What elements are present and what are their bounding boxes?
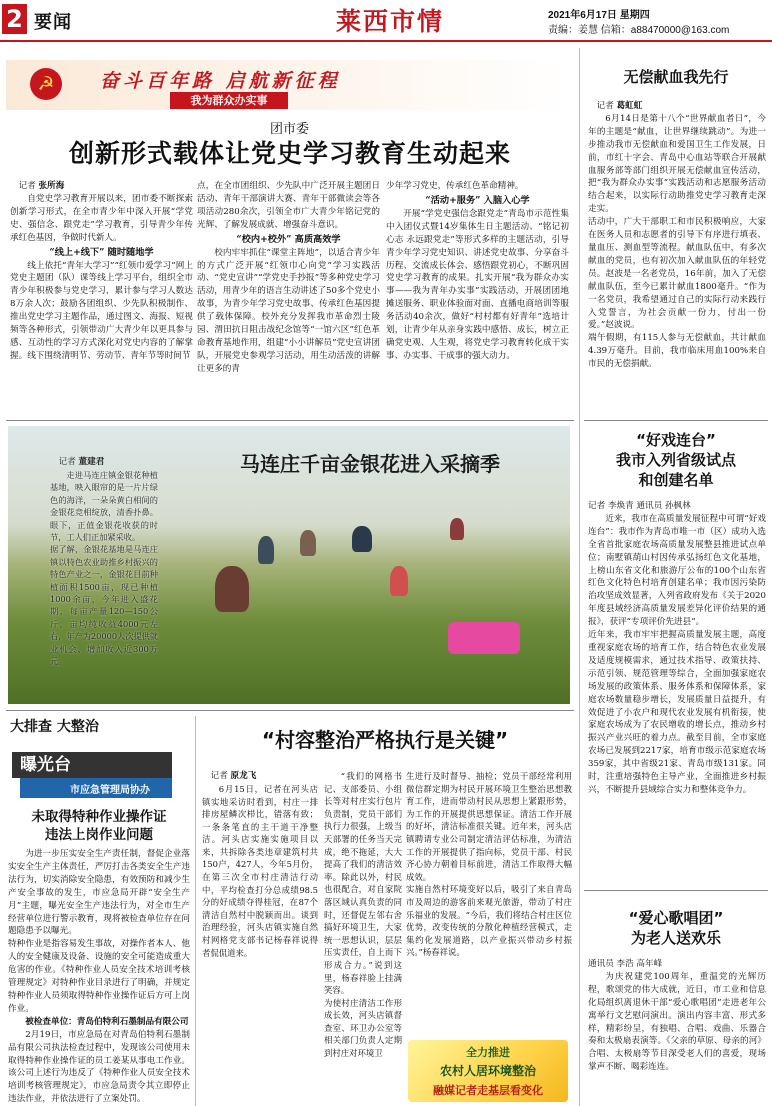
article-paragraph: 开展“学党史强信念跟党走”青岛市示范性集中入团仪式暨14岁集体生日主题活动、“铭记初心志 永远跟党走”等形式多样的主题活动，引导青少年学习党史知识、讲述党史故事、分享奋斗历程、交流成长体会、感悟跟党初心，不断巩固党史学习教育的成果。扎实开展“我为群众办实事——我为青年办实事”实践活动，开展团团地摊送服务、职业体验面对面、直播电商培训等服务活动40余次，做好“村村都有好青年”选培计划，让青少年从亲身实践中感悟、成长，树立正确党史观、人生观，将党史学习教育转化成干实事、办实事、干成事的强大动力。 bbox=[386, 208, 569, 361]
article-column bbox=[8, 848, 190, 1106]
article-paragraph: 2月19日，市应急局在对青岛伯特利石墨制品有限公司执法检查过程中，发现该公司使用未取得特种作业操作证的员工姜某从事电工作业。该公司上述行为违反了《特种作业人员安全技术培训考核管理规定》，市应急局责令其立即停止违法作业，并依法进行了立案处罚。 bbox=[8, 1029, 190, 1105]
party-emblem-icon: ☭ bbox=[30, 68, 62, 100]
article-paragraph: 6月14日是第十八个“世界献血者日”，今年的主题是“献血，让世界继续跳动”。为进一步推动我市无偿献血和爱国卫生工作发展，日前，市红十字会、青岛中心血站等联合开展献血服务部等部门组织开展无偿献血宣传活动，把“我为群众办实事”实践活动和志愿服务活动结合起来，以实际行动助推党史学习教育走深走实。 活动中，广大干部职工和市民积极响应，大家在医务人员和志愿者的引导下有序进行填表、量血压、测血型等流程。献血队伍中，有多次献血的党员，也有初次加入献血队伍的年轻党员。赵波是一名老党员，16年前，加入了无偿献血队伍，至今已累计献血1800毫升。“作为一名党员，我希望通过自己的实际行动来践行入党誓言，为社会贡献一份力，付出一份爱。”赵波说。 端午假期，有115人参与无偿献血，共计献血4.39万毫升。目前，我市临床用血100%来自市民的无偿捐献。 bbox=[588, 113, 766, 370]
newspaper-logo: 莱西市情 bbox=[335, 7, 444, 36]
page-number: 2 bbox=[2, 4, 27, 34]
section-rule bbox=[584, 890, 768, 891]
article-headline: “爱心歌唱团” 为老人送欢乐 bbox=[628, 909, 724, 947]
byline: 记者 张所海 bbox=[18, 181, 65, 191]
byline: 记者 原龙飞 bbox=[210, 771, 257, 781]
subheading: “校内+校外” 高质高效学 bbox=[236, 233, 341, 245]
column-divider bbox=[195, 716, 196, 1106]
article-paragraph: 近来，我市在高质量发展征程中可谓“好戏连台”：我市作为青岛市唯一市（区）成功入选全省首批家庭农场高质量发展整县推进试点单位；南墅镇葫山村因传承弘扬红色文化基地，上榜山东省文化和旅游厅公布的100个山东省红色文化特色村培育创建名单；我市因污染防治攻坚成效显著，入列省政府发布《关于2020年度县域经济高质量发展差异化评价结果的通报》，获评“专项评价先进县”。 近年来，我市牢牢把握高质量发展主题，高度重视家庭农场的培育工作，结合特色农业发展及适度规模需求，通过技术指导、政策扶持、示范引领、规范管理等综合，全面加强家庭农场发展的政策体系、服务体系和保障体系，家庭农场数量稳步增长，发展质量日益提升，有效促进了小农户和现代农业发展有机衔接，使家庭农场成为了农民增收的增长点，推动乡村振兴产业兴旺的着力点。截至目前，全市家庭农场已发展到2217家，培育市级示范家庭农场359家，其中省级21家、青岛市级131家。同时，注重培强特色主导产业，全面推进乡村振兴，不断提升县域综合实力和整体竞争力。 bbox=[588, 513, 766, 795]
byline: 通讯员 李浩 高年峰 bbox=[588, 959, 663, 969]
article-headline: 未取得特种作业操作证 违法上岗作业问题 bbox=[31, 809, 167, 843]
badge-line: 农村人居环境整治 bbox=[439, 1064, 536, 1078]
article-column bbox=[324, 770, 402, 1060]
article-column bbox=[10, 180, 193, 363]
subheading: “线上+线下” 随时随地学 bbox=[49, 246, 154, 258]
byline: 记者 董建君 bbox=[58, 457, 105, 467]
article-paragraph: 为进一步压实安全生产责任制，督促企业落实安全生产主体责任，严厉打击各类安全生产违法行为，切实消除安全隐患，有效预防和减少生产安全事故的发生，市应急局开辟“安全生产月”主题，曝光安全生产违法行为，对全市生产经营单位进行警示教育，现将被检查单位存在问题隐患予以曝光。 特种作业是指容易发生事故，对操作者本人、他人的安全健康及设备、设施的安全可能造成重大危害的作业。《特种作业人员安全技术培训考核管理规定》对特种作业目录进行了明确，并规定特种作业人员须取得特种作业操作证后方可上岗作业。 bbox=[8, 849, 190, 1014]
checked-unit: 被检查单位：青岛伯特利石墨制品有限公司 bbox=[25, 1016, 189, 1027]
article-column bbox=[588, 100, 766, 371]
article-headline: 创新形式载体让党史学习教育生动起来 bbox=[68, 139, 511, 168]
article-paragraph: “我们的网格书记、支部委员、小组长等对村庄实行包片负责制，党员干部们执行力很强，上级当天部署的任务当天完成，绝不拖延，大大提高了我们的清洁效率。除此以外，村民也很配合，对自家院落区域认真负责的同时，还督促左邻右舍搞好环境卫生，大家统一思想认识，层层压实责任，自上而下形成合力。”说到这里，杨春祥脸上挂满笑容。 为使村庄清洁工作形成长效，河头店镇督查室、环卫办公室等相关部门负责人定期到村庄对环境卫 bbox=[324, 771, 402, 1059]
article-column bbox=[197, 180, 380, 376]
photo-caption bbox=[50, 456, 158, 667]
column-divider bbox=[579, 48, 580, 1106]
section-title: 要闻 bbox=[34, 12, 72, 33]
banner-ribbon: 我为群众办实事 bbox=[170, 92, 288, 109]
article-paragraph: 线上依托“青年大学习”“红领巾爱学习”网上党史主题团（队）课等线上学习平台，组织全市青少年积极参与党史学习，累计参与学习人数达8万余人次；鼓励各团组织、少先队积极制作、推出党史学习主题作品，通过图文、海报、短视频等各种形式，引领带动广大青少年以更具参与感、互动性的学习方式深化对党史内容的了解掌握。线下围绕清明节、劳动节、青年节等时间节 bbox=[10, 260, 193, 361]
subheading: “活动+服务” 入脑入心学 bbox=[425, 194, 530, 206]
feature-tag: 大排查 大整治 bbox=[10, 719, 99, 735]
article-kicker: 团市委 bbox=[270, 122, 310, 137]
banner-slogan: 奋斗百年路 启航新征程 bbox=[100, 70, 341, 92]
article-paragraph: 校内牢牢抓住“课堂主阵地”，以适合青少年的方式广泛开展“红领巾心向党”学习实践活动、“党史宣讲”“学党史手抄报”等多种党史学习活动，用青少年的语言生动讲述了50多个党史小故事，为青少年学习党史故事、传承红色基因提供了载体保障。校外充分发挥我市革命烈士陵园、渭田抗日阻击战纪念馆等“一馆六区”红色革命教育基地作用，组建“小小讲解员”党史宣讲团队，开展党史参观学习活动，用生动活泼的讲解让更多的青 bbox=[197, 247, 380, 374]
badge-line: 全力推进 bbox=[466, 1046, 510, 1059]
article-paragraph: 少年学习党史，传承红色革命精神。 bbox=[386, 181, 524, 191]
editor-info: 责编：姜慧 信箱：a88470000@163.com bbox=[548, 25, 730, 36]
article-paragraph: 生进行及时督导、抽检；党员干部经常利用微信群定期为村民开展环境卫生整治思想教育工作，进而带动村民从思想上紧跟形势，为工作的开展提供思想保证。清洁工作开展的好坏，清洁标准很关键。近年来，河头店镇聘请专业公司制定清洁评估标准，为清洁工作的开展提供了指向标，党员干部、村民齐心协力朝着目标前进，清洁工作取得大幅成效。 实施自然村环境变好以后，吸引了来自青岛市及周边的游客前来观光旅游，带动了村庄乐福业的发展。“今后，我们将结合村庄区位优势，改变传统的分散化种植经营模式，走集约化发展道路，以产业振兴带动乡村振兴。”杨春祥说。 bbox=[406, 771, 572, 958]
caption-text: 走进马连庄镇金银花种植基地，映入眼帘的是一片片绿色的海洋，一朵朵黄白相间的金银花竞相绽放，清香扑鼻。眼下，正值金银花收获的时节，工人们正加紧采收。 据了解，金银花基地是马连庄镇以特色农业助推乡村振兴的特色产业之一，金银花目前种植面积1500亩，现已种植1000余亩，今年进入盛花期，每亩产量120—150公斤，亩均纯收益4000元左右，年产为20000人次提供就业机会，增加收入近300万元。 bbox=[50, 469, 158, 666]
article-headline: 马连庄千亩金银花进入采摘季 bbox=[240, 452, 500, 476]
article-column bbox=[588, 500, 766, 797]
section-rule bbox=[6, 420, 574, 421]
article-paragraph: 6月15日，记者在河头店镇实地采访时看到，村庄一排排房屋鳞次栉比，错落有致；一条条笔直的主干道干净整洁。河头店实施实施项目以来，共拆除各类违章建筑村共150户，427人，今年5月份，在第三次全市村庄清洁行动中，平均检查打分总成绩98.5分的好成绩夺得桂冠，在87个清洁自然村中脱颖而出。谈到治理经验，河头店镇实施自然村网格党支部书记杨春祥说得者侃侃道来。 bbox=[202, 783, 318, 958]
issue-date: 2021年6月17日 星期四 bbox=[548, 10, 650, 21]
article-headline: “村容整治严格执行是关键” bbox=[261, 728, 509, 752]
section-rule bbox=[584, 420, 768, 421]
badge-line: 融媒记者走基层看变化 bbox=[433, 1084, 543, 1097]
article-paragraph: 自党史学习教育开展以来，团市委不断探索创新学习形式，在全市青少年中深入开展“学党史、强信念、跟党走”学习教育，引导青少年传承红色基因，争做时代新人。 bbox=[10, 193, 193, 243]
feature-sponsor: 市应急管理局协办 bbox=[70, 785, 150, 796]
article-column bbox=[202, 770, 318, 959]
article-headline: 无偿献血我先行 bbox=[623, 68, 729, 86]
article-column bbox=[406, 770, 572, 959]
article-column bbox=[588, 958, 766, 1074]
exposure-board-tag: 曝光台 bbox=[12, 752, 172, 778]
section-rule bbox=[6, 710, 574, 711]
byline: 记者 李焕青 通讯员 孙枫林 bbox=[588, 501, 691, 511]
campaign-badge bbox=[408, 1040, 568, 1102]
byline: 记者 葛虹虹 bbox=[596, 101, 643, 111]
article-column bbox=[386, 180, 569, 363]
article-headline: “好戏连台” 我市入列省级试点 和创建名单 bbox=[615, 431, 736, 489]
masthead-rule bbox=[0, 40, 772, 42]
article-paragraph: 为庆祝建党100周年，重温党的光辉历程，歌颂党的伟大成就，近日，市工业和信息化局组织离退休干部“爱心歌唱团”走进老年公寓举行文艺慰问演出。演出内容丰富、形式多样，精彩纷呈，有独唱、合唱、戏曲、乐器合奏和太极扇表演等。《父亲的草原、母亲的河》合唱、太极扇等节目深受老人们的喜爱，现场掌声不断、喝彩连连。 bbox=[588, 971, 766, 1073]
article-paragraph: 点，在全市团组织、少先队中广泛开展主题团日活动、青年干部演讲大赛、青年干部微读会等各项活动280余次，引领全市广大青少年铭记党的光辉、了解发展成就、增强奋斗意识。 bbox=[197, 181, 380, 230]
